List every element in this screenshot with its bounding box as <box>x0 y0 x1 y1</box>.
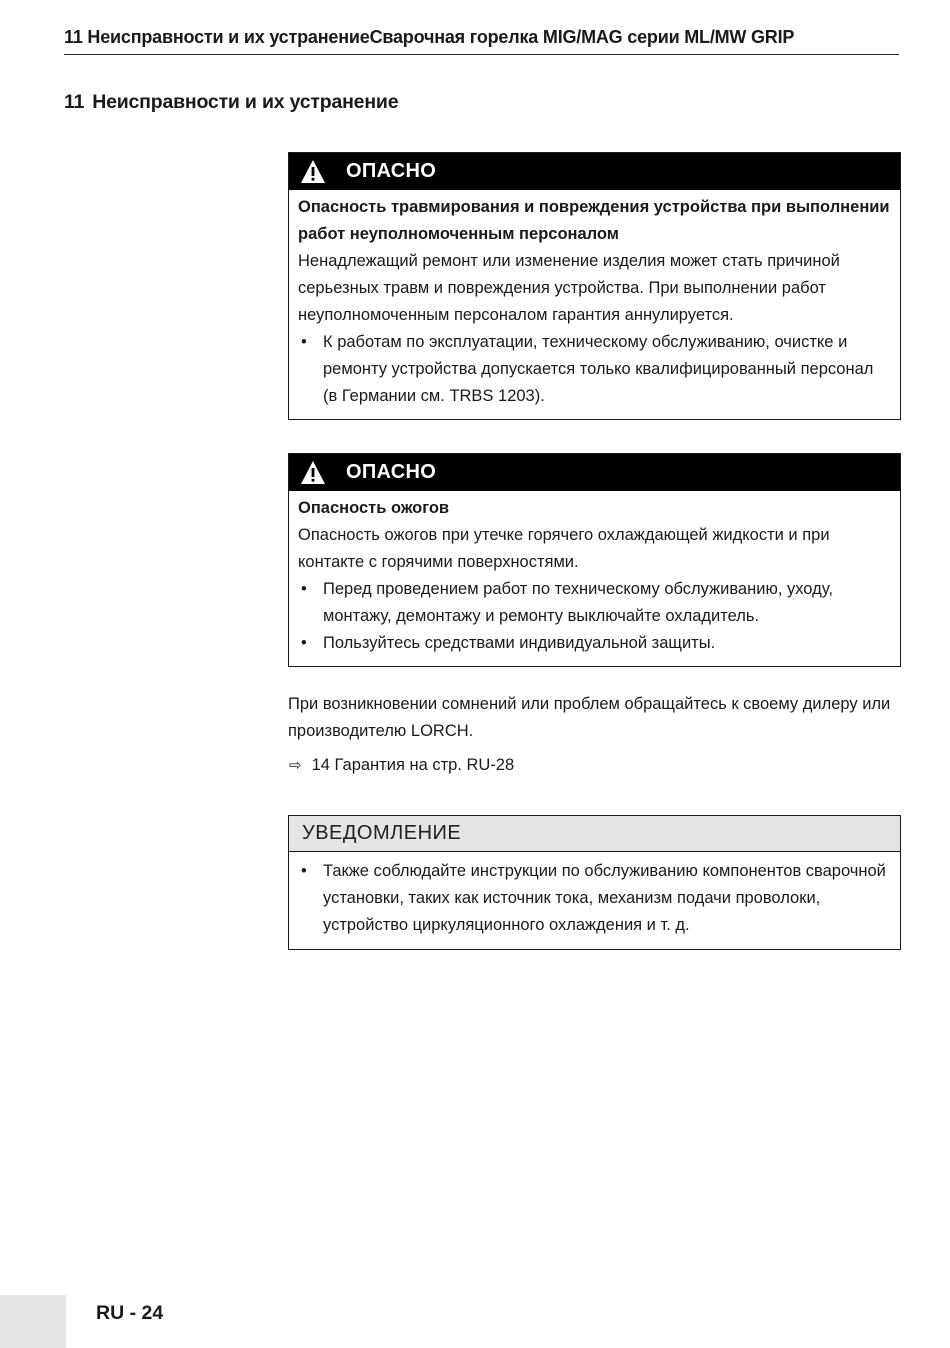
hazard-title: Опасность травмирования и повреждения устройства при выполнении работ неуполномоченным персоналом <box>298 198 890 243</box>
warning-triangle-icon <box>300 460 326 486</box>
list-item: • Пользуйтесь средствами индивидуальной защиты. <box>298 630 891 657</box>
arrow-right-icon: ⇨ <box>289 757 302 774</box>
section-number: 11 <box>64 91 85 113</box>
list-item: • Перед проведением работ по техническому обслуживанию, уходу, монтажу, демонтажу и ремонту выключайте охладитель. <box>298 576 891 630</box>
notice-box-header: УВЕДОМЛЕНИЕ <box>289 816 900 852</box>
support-paragraph: При возникновении сомнений или проблем обращайтесь к своему дилеру или производителю LORCH. <box>288 695 891 740</box>
danger-box-header <box>289 454 900 491</box>
section-title <box>64 91 398 114</box>
running-header <box>64 27 899 55</box>
hazard-title: Опасность ожогов <box>298 499 450 517</box>
hazard-description: Ненадлежащий ремонт или изменение изделия может стать причиной серьезных травм и повреждения устройства. При выполнении работ неуполномоченным персоналом гарантия аннулируется. <box>298 252 840 324</box>
cross-reference-link[interactable]: 14 Гарантия на стр. RU-28 <box>311 756 515 774</box>
danger-box-burns <box>288 453 901 667</box>
running-header-chapter: 11 Неисправности и их устранение <box>64 27 370 47</box>
cross-reference[interactable] <box>289 752 514 779</box>
list-item: • Также соблюдайте инструкции по обслуживанию компонентов сварочной установки, таких как источник тока, механизм подачи проволоки, устройство циркуляционного охлаждения и т. д. <box>298 858 891 939</box>
page-tab <box>0 1295 66 1348</box>
warning-triangle-icon <box>300 159 326 185</box>
hazard-description: Опасность ожогов при утечке горячего охлаждающей жидкости и при контакте с горячими поверхностями. <box>298 526 830 571</box>
measures-list <box>298 329 891 410</box>
danger-box-body <box>289 491 900 666</box>
danger-box-header <box>289 153 900 190</box>
list-item: • К работам по эксплуатации, техническому обслуживанию, очистке и ремонту устройства допускается только квалифицированный персонал (в Германии см. TRBS 1203). <box>298 329 891 410</box>
measures-list <box>298 576 891 657</box>
danger-box-body <box>289 190 900 419</box>
notice-box-body <box>289 852 900 949</box>
danger-signal-word: ОПАСНО <box>346 461 437 483</box>
notice-list <box>298 858 891 939</box>
page-number: RU - 24 <box>96 1302 164 1324</box>
running-header-product: Сварочная горелка MIG/MAG серии ML/MW GRIP <box>369 27 795 47</box>
danger-signal-word: ОПАСНО <box>346 160 437 182</box>
danger-box-unauthorized <box>288 152 901 420</box>
notice-box <box>288 815 901 950</box>
section-title-text: Неисправности и их устранение <box>92 91 399 113</box>
